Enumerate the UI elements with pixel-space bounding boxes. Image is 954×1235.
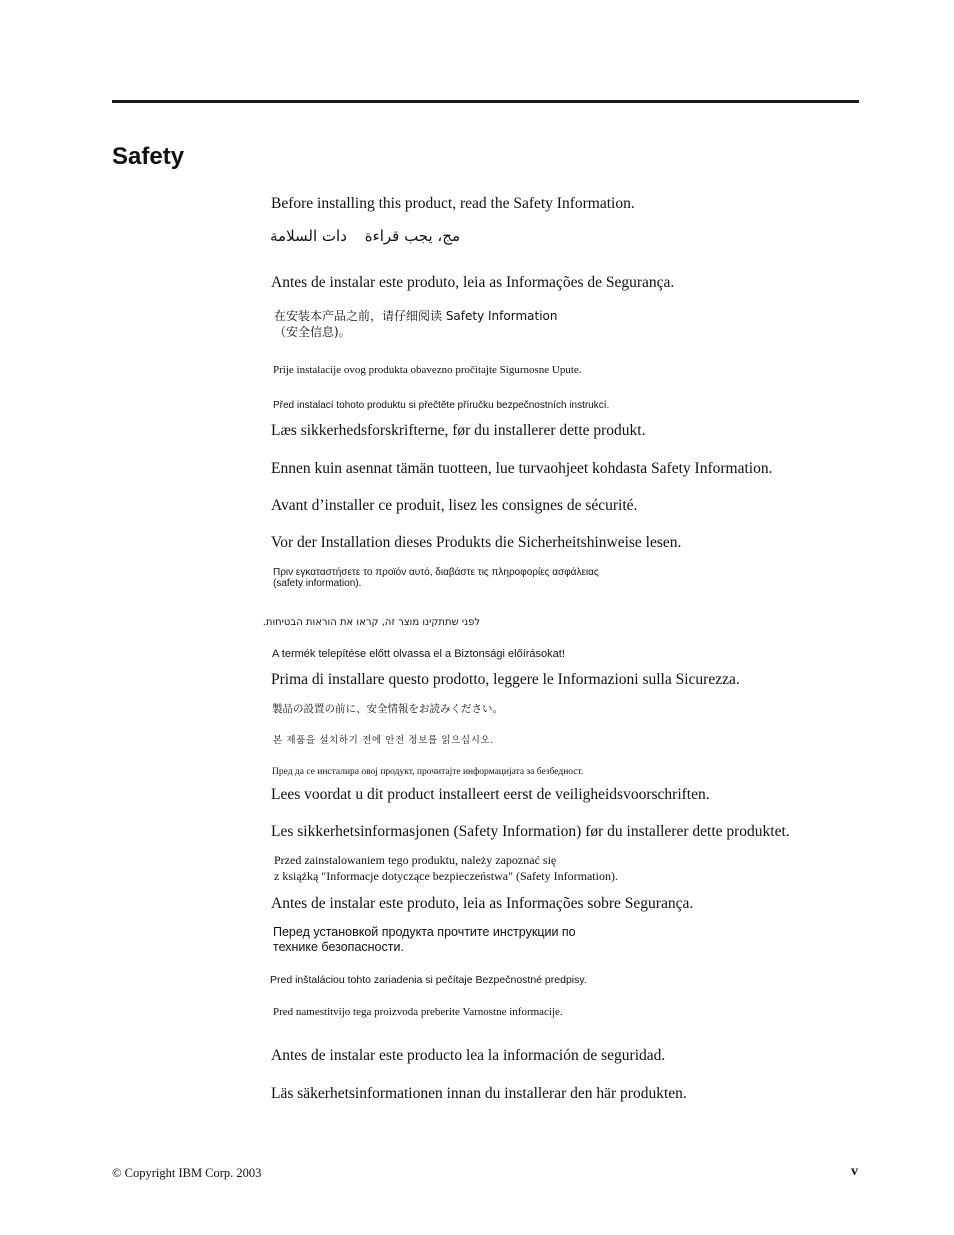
notice-hungarian: A termék telepítése előtt olvassa el a Biztonsági előírásokat! <box>272 648 565 660</box>
notice-croatian: Prije instalacije ovog produkta obavezno pročitajte Sigurnosne Upute. <box>273 364 582 376</box>
notice-finnish: Ennen kuin asennat tämän tuotteen, lue turvaohjeet kohdasta Safety Information. <box>271 460 773 477</box>
top-rule <box>112 100 859 103</box>
notice-slovenian: Pred namestitvijo tega proizvoda preberite Varnostne informacije. <box>273 1006 563 1018</box>
notice-chinese-line-2: （安全信息)。 <box>274 325 351 339</box>
page-number: v <box>851 1164 858 1179</box>
notice-portuguese-portugal: Antes de instalar este produto, leia as Informações sobre Segurança. <box>271 895 694 912</box>
notice-polish-line-2: z książką "Informacje dotyczące bezpieczeństwa" (Safety Information). <box>274 869 618 883</box>
page-title: Safety <box>112 143 185 170</box>
notice-arabic-part-1: مج، يجب قراءة <box>364 227 460 245</box>
notice-korean: 본 제품을 설치하기 전에 안전 정보를 읽으십시오. <box>273 735 494 746</box>
notice-hebrew: לפני שתתקינו מוצר זה, קראו את הוראות הבטיחות. <box>262 617 480 628</box>
notice-polish-line-1: Przed zainstalowaniem tego produktu, należy zapoznać się <box>274 853 557 867</box>
notice-swedish: Läs säkerhetsinformationen innan du installerar den här produkten. <box>271 1085 687 1102</box>
notice-arabic-part-2: دات السلامة <box>270 227 347 245</box>
notice-dutch: Lees voordat u dit product installeert eerst de veiligheidsvoorschriften. <box>271 786 710 803</box>
copyright-notice: © Copyright IBM Corp. 2003 <box>112 1166 262 1180</box>
notice-russian-line-2: технике безопасности. <box>273 940 404 954</box>
notice-spanish: Antes de instalar este producto lea la información de seguridad. <box>271 1047 666 1064</box>
notice-greek-line-1: Πριν εγκαταστήσετε το προϊόν αυτό, διαβάστε τις πληροφορίες ασφάλειας <box>273 567 599 578</box>
notice-italian: Prima di installare questo prodotto, leggere le Informazioni sulla Sicurezza. <box>271 671 740 688</box>
notice-chinese-line-1: 在安装本产品之前，请仔细阅读 Safety Information <box>274 309 558 323</box>
notice-greek-line-2: (safety information). <box>273 578 362 589</box>
notice-arabic <box>270 226 460 248</box>
notice-macedonian: Пред да се инсталира овој продукт, прочитајте информацијата за безбедност. <box>272 767 584 777</box>
notice-french: Avant d’installer ce produit, lisez les consignes de sécurité. <box>271 497 638 514</box>
notice-german: Vor der Installation dieses Produkts die Sicherheitshinweise lesen. <box>271 534 682 551</box>
notice-russian-line-1: Перед установкой продукта прочтите инструкции по <box>273 925 576 939</box>
notice-portuguese-brazil: Antes de instalar este produto, leia as Informações de Segurança. <box>271 274 675 291</box>
notice-english: Before installing this product, read the Safety Information. <box>271 195 635 212</box>
notice-slovak: Pred inštaláciou tohto zariadenia si pečítaje Bezpečnostné predpisy. <box>270 974 587 986</box>
notice-czech: Před instalací tohoto produktu si přečtěte příručku bezpečnostních instrukcí. <box>273 400 610 411</box>
notice-japanese: 製品の設置の前に、安全情報をお読みください。 <box>272 703 503 715</box>
notice-danish: Læs sikkerhedsforskrifterne, før du installerer dette produkt. <box>271 422 646 439</box>
notice-norwegian: Les sikkerhetsinformasjonen (Safety Information) før du installerer dette produktet. <box>271 823 790 840</box>
